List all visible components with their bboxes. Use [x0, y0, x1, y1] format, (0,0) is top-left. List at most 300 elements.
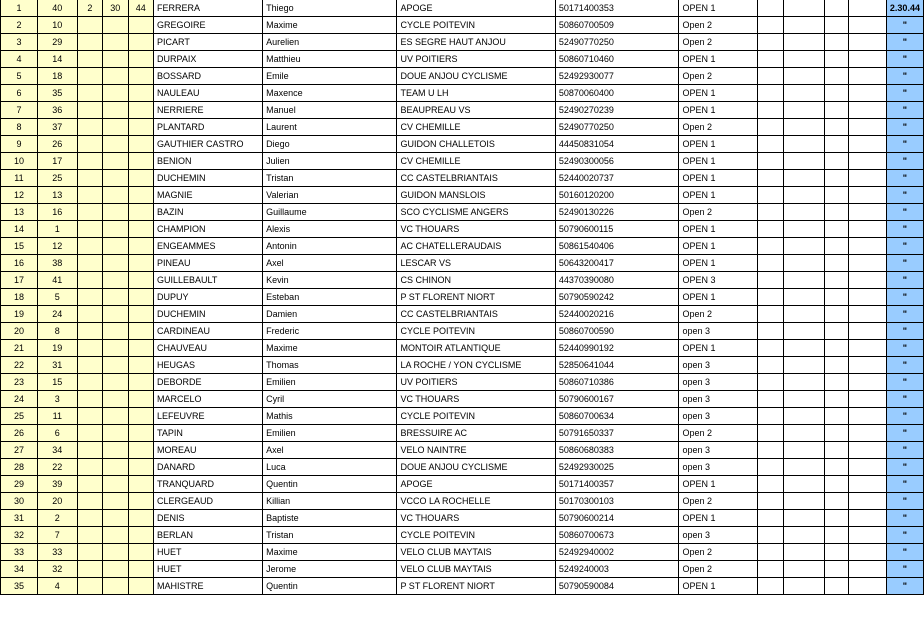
empty-cell	[824, 119, 848, 136]
firstname-cell: Frederic	[263, 323, 397, 340]
lastname-cell: CHAMPION	[154, 221, 263, 238]
lastname-cell: DUCHEMIN	[154, 306, 263, 323]
total-cell	[128, 170, 154, 187]
empty-cell	[848, 425, 886, 442]
points-cell: 30	[102, 0, 128, 17]
empty-cell	[848, 374, 886, 391]
points-cell	[102, 323, 128, 340]
category-cell: Open 2	[679, 493, 758, 510]
result-row[interactable]	[1, 459, 924, 476]
bib-cell: 14	[37, 51, 77, 68]
lastname-cell: PICART	[154, 34, 263, 51]
time-cell: "	[886, 510, 923, 527]
firstname-cell: Maxence	[263, 85, 397, 102]
club-cell: DOUE ANJOU CYCLISME	[397, 68, 555, 85]
result-row[interactable]	[1, 442, 924, 459]
points-cell	[102, 153, 128, 170]
empty-cell	[824, 425, 848, 442]
rank-cell: 27	[1, 442, 38, 459]
rank-cell: 31	[1, 510, 38, 527]
result-row[interactable]	[1, 323, 924, 340]
points-cell	[102, 442, 128, 459]
total-cell	[128, 51, 154, 68]
license-cell: 50860700634	[555, 408, 679, 425]
rank-cell: 33	[1, 544, 38, 561]
empty-cell	[758, 238, 784, 255]
bib-cell: 37	[37, 119, 77, 136]
result-row[interactable]	[1, 306, 924, 323]
license-cell: 52440020216	[555, 306, 679, 323]
license-cell: 50790600214	[555, 510, 679, 527]
time-cell: "	[886, 357, 923, 374]
empty-cell	[784, 561, 824, 578]
laps-cell	[77, 136, 102, 153]
rank-cell: 25	[1, 408, 38, 425]
result-row[interactable]	[1, 255, 924, 272]
firstname-cell: Axel	[263, 442, 397, 459]
result-row[interactable]	[1, 136, 924, 153]
firstname-cell: Diego	[263, 136, 397, 153]
empty-cell	[758, 272, 784, 289]
points-cell	[102, 459, 128, 476]
empty-cell	[784, 340, 824, 357]
empty-cell	[848, 187, 886, 204]
empty-cell	[824, 340, 848, 357]
club-cell: GUIDON CHALLETOIS	[397, 136, 555, 153]
empty-cell	[784, 255, 824, 272]
bib-cell: 29	[37, 34, 77, 51]
empty-cell	[824, 238, 848, 255]
category-cell: Open 2	[679, 544, 758, 561]
result-row[interactable]	[1, 510, 924, 527]
empty-cell	[784, 425, 824, 442]
total-cell	[128, 85, 154, 102]
license-cell: 50860700673	[555, 527, 679, 544]
laps-cell	[77, 323, 102, 340]
empty-cell	[824, 221, 848, 238]
time-cell: "	[886, 272, 923, 289]
points-cell	[102, 289, 128, 306]
laps-cell	[77, 425, 102, 442]
empty-cell	[824, 136, 848, 153]
club-cell: UV POITIERS	[397, 374, 555, 391]
club-cell: APOGE	[397, 476, 555, 493]
firstname-cell: Antonin	[263, 238, 397, 255]
category-cell: OPEN 1	[679, 0, 758, 17]
license-cell: 50860710460	[555, 51, 679, 68]
laps-cell	[77, 340, 102, 357]
empty-cell	[784, 459, 824, 476]
bib-cell: 6	[37, 425, 77, 442]
club-cell: TEAM U LH	[397, 85, 555, 102]
category-cell: open 3	[679, 323, 758, 340]
lastname-cell: TAPIN	[154, 425, 263, 442]
empty-cell	[758, 493, 784, 510]
firstname-cell: Cyril	[263, 391, 397, 408]
empty-cell	[758, 102, 784, 119]
result-row[interactable]	[1, 374, 924, 391]
laps-cell	[77, 357, 102, 374]
points-cell	[102, 425, 128, 442]
time-cell: "	[886, 323, 923, 340]
points-cell	[102, 221, 128, 238]
firstname-cell: Luca	[263, 459, 397, 476]
empty-cell	[824, 459, 848, 476]
category-cell: Open 2	[679, 119, 758, 136]
category-cell: Open 2	[679, 425, 758, 442]
category-cell: OPEN 1	[679, 170, 758, 187]
category-cell: OPEN 1	[679, 238, 758, 255]
result-row[interactable]	[1, 357, 924, 374]
result-row[interactable]	[1, 0, 924, 17]
time-cell: "	[886, 119, 923, 136]
empty-cell	[758, 170, 784, 187]
rank-cell: 9	[1, 136, 38, 153]
time-cell: "	[886, 544, 923, 561]
total-cell	[128, 255, 154, 272]
bib-cell: 2	[37, 510, 77, 527]
result-row[interactable]	[1, 187, 924, 204]
empty-cell	[848, 85, 886, 102]
empty-cell	[784, 136, 824, 153]
result-row[interactable]	[1, 578, 924, 595]
category-cell: OPEN 1	[679, 510, 758, 527]
rank-cell: 7	[1, 102, 38, 119]
time-cell: "	[886, 34, 923, 51]
points-cell	[102, 102, 128, 119]
license-cell: 50861540406	[555, 238, 679, 255]
empty-cell	[784, 187, 824, 204]
empty-cell	[824, 85, 848, 102]
total-cell	[128, 578, 154, 595]
lastname-cell: MAGNIE	[154, 187, 263, 204]
total-cell: 44	[128, 0, 154, 17]
empty-cell	[848, 289, 886, 306]
category-cell: open 3	[679, 374, 758, 391]
lastname-cell: HUET	[154, 544, 263, 561]
laps-cell	[77, 221, 102, 238]
empty-cell	[824, 578, 848, 595]
club-cell: SCO CYCLISME ANGERS	[397, 204, 555, 221]
rank-cell: 10	[1, 153, 38, 170]
empty-cell	[824, 391, 848, 408]
empty-cell	[784, 527, 824, 544]
result-row[interactable]	[1, 527, 924, 544]
empty-cell	[824, 357, 848, 374]
bib-cell: 25	[37, 170, 77, 187]
total-cell	[128, 527, 154, 544]
category-cell: OPEN 1	[679, 51, 758, 68]
empty-cell	[758, 187, 784, 204]
lastname-cell: BAZIN	[154, 204, 263, 221]
points-cell	[102, 561, 128, 578]
laps-cell	[77, 17, 102, 34]
lastname-cell: CLERGEAUD	[154, 493, 263, 510]
empty-cell	[758, 323, 784, 340]
empty-cell	[784, 204, 824, 221]
empty-cell	[784, 51, 824, 68]
empty-cell	[848, 17, 886, 34]
club-cell: P ST FLORENT NIORT	[397, 578, 555, 595]
bib-cell: 41	[37, 272, 77, 289]
result-row[interactable]	[1, 68, 924, 85]
result-row[interactable]	[1, 119, 924, 136]
result-row[interactable]	[1, 391, 924, 408]
lastname-cell: MOREAU	[154, 442, 263, 459]
empty-cell	[848, 153, 886, 170]
points-cell	[102, 476, 128, 493]
empty-cell	[848, 51, 886, 68]
total-cell	[128, 204, 154, 221]
lastname-cell: NERRIERE	[154, 102, 263, 119]
result-row[interactable]	[1, 85, 924, 102]
laps-cell	[77, 306, 102, 323]
empty-cell	[758, 34, 784, 51]
license-cell: 50171400357	[555, 476, 679, 493]
time-cell: "	[886, 289, 923, 306]
club-cell: CS CHINON	[397, 272, 555, 289]
club-cell: P ST FLORENT NIORT	[397, 289, 555, 306]
club-cell: LA ROCHE / YON CYCLISME	[397, 357, 555, 374]
total-cell	[128, 272, 154, 289]
result-row[interactable]	[1, 153, 924, 170]
laps-cell	[77, 374, 102, 391]
club-cell: VC THOUARS	[397, 391, 555, 408]
points-cell	[102, 306, 128, 323]
empty-cell	[824, 323, 848, 340]
laps-cell	[77, 527, 102, 544]
points-cell	[102, 17, 128, 34]
club-cell: CYCLE POITEVIN	[397, 527, 555, 544]
result-row[interactable]	[1, 51, 924, 68]
laps-cell	[77, 34, 102, 51]
license-cell: 50171400353	[555, 0, 679, 17]
category-cell: OPEN 1	[679, 153, 758, 170]
club-cell: DOUE ANJOU CYCLISME	[397, 459, 555, 476]
empty-cell	[848, 340, 886, 357]
time-cell: "	[886, 204, 923, 221]
empty-cell	[824, 204, 848, 221]
category-cell: OPEN 1	[679, 255, 758, 272]
license-cell: 52440990192	[555, 340, 679, 357]
empty-cell	[784, 238, 824, 255]
laps-cell	[77, 272, 102, 289]
empty-cell	[824, 102, 848, 119]
empty-cell	[824, 51, 848, 68]
result-row[interactable]	[1, 204, 924, 221]
time-cell: "	[886, 561, 923, 578]
result-row[interactable]	[1, 408, 924, 425]
laps-cell	[77, 408, 102, 425]
empty-cell	[758, 340, 784, 357]
laps-cell	[77, 119, 102, 136]
time-cell: "	[886, 374, 923, 391]
result-row[interactable]	[1, 544, 924, 561]
lastname-cell: BENION	[154, 153, 263, 170]
result-row[interactable]	[1, 425, 924, 442]
firstname-cell: Alexis	[263, 221, 397, 238]
empty-cell	[848, 221, 886, 238]
empty-cell	[758, 408, 784, 425]
license-cell: 50860700590	[555, 323, 679, 340]
time-cell: 2.30.44	[886, 0, 923, 17]
empty-cell	[848, 136, 886, 153]
time-cell: "	[886, 442, 923, 459]
result-row[interactable]	[1, 493, 924, 510]
result-row[interactable]	[1, 221, 924, 238]
total-cell	[128, 374, 154, 391]
total-cell	[128, 476, 154, 493]
result-row[interactable]	[1, 476, 924, 493]
empty-cell	[784, 510, 824, 527]
firstname-cell: Quentin	[263, 476, 397, 493]
club-cell: VC THOUARS	[397, 510, 555, 527]
total-cell	[128, 408, 154, 425]
rank-cell: 29	[1, 476, 38, 493]
empty-cell	[824, 442, 848, 459]
lastname-cell: DANARD	[154, 459, 263, 476]
firstname-cell: Valerian	[263, 187, 397, 204]
empty-cell	[848, 510, 886, 527]
points-cell	[102, 408, 128, 425]
empty-cell	[758, 17, 784, 34]
points-cell	[102, 68, 128, 85]
lastname-cell: DURPAIX	[154, 51, 263, 68]
total-cell	[128, 561, 154, 578]
total-cell	[128, 136, 154, 153]
club-cell: CYCLE POITEVIN	[397, 408, 555, 425]
points-cell	[102, 272, 128, 289]
club-cell: LESCAR VS	[397, 255, 555, 272]
firstname-cell: Julien	[263, 153, 397, 170]
empty-cell	[758, 85, 784, 102]
lastname-cell: BERLAN	[154, 527, 263, 544]
lastname-cell: GAUTHIER CASTRO	[154, 136, 263, 153]
empty-cell	[824, 510, 848, 527]
laps-cell	[77, 153, 102, 170]
empty-cell	[848, 119, 886, 136]
laps-cell	[77, 204, 102, 221]
empty-cell	[784, 17, 824, 34]
empty-cell	[758, 578, 784, 595]
category-cell: open 3	[679, 527, 758, 544]
firstname-cell: Maxime	[263, 17, 397, 34]
laps-cell	[77, 51, 102, 68]
bib-cell: 40	[37, 0, 77, 17]
lastname-cell: DEBORDE	[154, 374, 263, 391]
time-cell: "	[886, 102, 923, 119]
points-cell	[102, 51, 128, 68]
lastname-cell: MARCELO	[154, 391, 263, 408]
total-cell	[128, 340, 154, 357]
result-row[interactable]	[1, 102, 924, 119]
time-cell: "	[886, 340, 923, 357]
laps-cell	[77, 289, 102, 306]
club-cell: BRESSUIRE AC	[397, 425, 555, 442]
category-cell: Open 2	[679, 561, 758, 578]
laps-cell	[77, 85, 102, 102]
firstname-cell: Quentin	[263, 578, 397, 595]
license-cell: 50870060400	[555, 85, 679, 102]
empty-cell	[824, 289, 848, 306]
category-cell: OPEN 3	[679, 272, 758, 289]
empty-cell	[848, 323, 886, 340]
result-row[interactable]	[1, 17, 924, 34]
empty-cell	[758, 306, 784, 323]
club-cell: APOGE	[397, 0, 555, 17]
laps-cell	[77, 442, 102, 459]
time-cell: "	[886, 578, 923, 595]
empty-cell	[848, 442, 886, 459]
empty-cell	[758, 527, 784, 544]
laps-cell	[77, 170, 102, 187]
rank-cell: 28	[1, 459, 38, 476]
points-cell	[102, 527, 128, 544]
rank-cell: 26	[1, 425, 38, 442]
lastname-cell: MAHISTRE	[154, 578, 263, 595]
total-cell	[128, 187, 154, 204]
club-cell: CC CASTELBRIANTAIS	[397, 170, 555, 187]
category-cell: open 3	[679, 357, 758, 374]
empty-cell	[784, 476, 824, 493]
result-row[interactable]	[1, 272, 924, 289]
rank-cell: 17	[1, 272, 38, 289]
category-cell: OPEN 1	[679, 136, 758, 153]
points-cell	[102, 187, 128, 204]
rank-cell: 34	[1, 561, 38, 578]
firstname-cell: Emile	[263, 68, 397, 85]
result-row[interactable]	[1, 561, 924, 578]
empty-cell	[784, 34, 824, 51]
result-row[interactable]	[1, 238, 924, 255]
time-cell: "	[886, 51, 923, 68]
result-row[interactable]	[1, 289, 924, 306]
empty-cell	[824, 34, 848, 51]
bib-cell: 22	[37, 459, 77, 476]
time-cell: "	[886, 527, 923, 544]
bib-cell: 35	[37, 85, 77, 102]
result-row[interactable]	[1, 340, 924, 357]
license-cell: 52490270239	[555, 102, 679, 119]
firstname-cell: Emilien	[263, 374, 397, 391]
total-cell	[128, 323, 154, 340]
empty-cell	[784, 102, 824, 119]
rank-cell: 22	[1, 357, 38, 374]
total-cell	[128, 493, 154, 510]
category-cell: open 3	[679, 459, 758, 476]
club-cell: VELO CLUB MAYTAIS	[397, 544, 555, 561]
club-cell: VC THOUARS	[397, 221, 555, 238]
time-cell: "	[886, 170, 923, 187]
rank-cell: 8	[1, 119, 38, 136]
empty-cell	[784, 0, 824, 17]
lastname-cell: CHAUVEAU	[154, 340, 263, 357]
empty-cell	[758, 391, 784, 408]
empty-cell	[784, 357, 824, 374]
time-cell: "	[886, 17, 923, 34]
bib-cell: 4	[37, 578, 77, 595]
result-row[interactable]	[1, 170, 924, 187]
result-row[interactable]	[1, 34, 924, 51]
empty-cell	[848, 578, 886, 595]
empty-cell	[824, 17, 848, 34]
empty-cell	[758, 204, 784, 221]
club-cell: CC CASTELBRIANTAIS	[397, 306, 555, 323]
club-cell: BEAUPREAU VS	[397, 102, 555, 119]
time-cell: "	[886, 187, 923, 204]
lastname-cell: DUCHEMIN	[154, 170, 263, 187]
license-cell: 50860710386	[555, 374, 679, 391]
